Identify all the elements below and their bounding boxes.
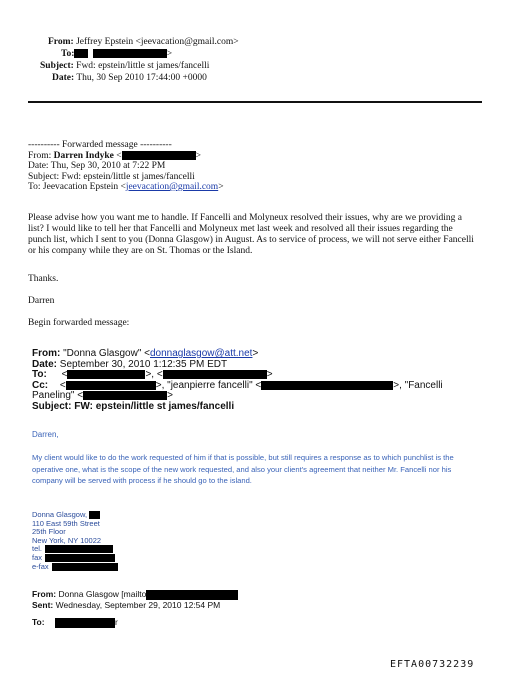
- donna-paragraph: My client would like to do the work requested of him if that is possible, but still requires a response as to which punchlist is the operative one, what is the scope of the new work requested, and also your client's agreement that neither Mr. Fancelli nor his company will be served with process if he should go to the island.: [32, 453, 454, 485]
- forwarded-subject: Subject: Fwd: epstein/little st james/fancelli: [28, 171, 195, 182]
- forwarded-from-close: >: [195, 150, 201, 161]
- older-header: [32, 589, 238, 628]
- inner-from-label: From:: [32, 348, 61, 359]
- message-begin-forward: Begin forwarded message:: [28, 318, 130, 328]
- inner-cc-row: [32, 381, 443, 392]
- forwarded-from-name: Darren Indyke: [53, 150, 114, 161]
- forwarded-from-row: [28, 151, 224, 162]
- older-sent-value: Wednesday, September 29, 2010 12:54 PM: [55, 599, 221, 610]
- bates-stamp: EFTA00732239: [390, 659, 475, 670]
- forwarded-divider: ---------- Forwarded message ----------: [28, 140, 172, 150]
- header-from-row: [48, 36, 239, 48]
- header-from-value: Jeffrey Epstein <jeevacation@gmail.com>: [76, 37, 239, 47]
- older-from-label: From:: [32, 589, 57, 599]
- older-sent-label: Sent:: [32, 599, 54, 610]
- redaction-block: [83, 391, 167, 400]
- header-subject-row: [40, 60, 239, 72]
- header-to-tail: >: [166, 49, 173, 59]
- inner-subject-row: [32, 402, 443, 413]
- inner-to-mid: >, <: [145, 369, 163, 381]
- redaction-block: [67, 370, 145, 379]
- inner-cc-mid: >, "jeanpierre fancelli" <: [155, 379, 262, 391]
- forwarded-to-prefix: To: Jeevacation Epstein <: [28, 182, 126, 192]
- inner-header: [32, 349, 443, 412]
- older-to-row: [32, 617, 238, 628]
- inner-to-label: To:: [32, 369, 47, 381]
- header-to-row: [48, 48, 239, 60]
- donna-signature: [32, 511, 118, 571]
- message-signature: Darren: [28, 296, 55, 306]
- sig-tel: tel.: [32, 544, 43, 554]
- email-header: [40, 36, 239, 84]
- header-divider: [28, 101, 482, 103]
- sig-name: Donna Glasgow,: [32, 510, 88, 519]
- inner-cc-label: Cc:: [32, 379, 49, 391]
- older-sent-row: [32, 600, 238, 610]
- inner-subject-label: Subject:: [32, 400, 72, 412]
- inner-to-close: >: [266, 369, 273, 381]
- older-from-value: Donna Glasgow [mailto: [58, 589, 147, 599]
- forwarded-block: [28, 140, 224, 193]
- forwarded-from-open: <: [116, 150, 122, 161]
- redaction-block: [74, 49, 88, 58]
- forwarded-from-label: From:: [28, 150, 52, 161]
- forwarded-to-suffix: >: [218, 182, 224, 192]
- redaction-block: [122, 151, 196, 160]
- header-from-label: From:: [48, 37, 74, 47]
- redaction-block: [93, 49, 167, 58]
- message-thanks: Thanks.: [28, 274, 59, 284]
- header-subject-label: Subject:: [40, 61, 74, 71]
- inner-cc-close: >: [167, 390, 173, 402]
- header-date-label: Date:: [52, 73, 75, 83]
- header-subject-value: Fwd: epstein/little st james/fancelli: [76, 61, 210, 71]
- sig-efax: e-fax: [32, 561, 49, 571]
- redaction-block: [66, 381, 156, 390]
- inner-from-name: "Donna Glasgow" <: [63, 348, 150, 359]
- inner-from-close: >: [252, 348, 259, 359]
- sig-tel-row: [32, 545, 118, 554]
- sig-address3: New York, NY 10022: [32, 535, 102, 545]
- older-from-row: [32, 589, 238, 600]
- redaction-block: [52, 563, 118, 571]
- inner-date-value: September 30, 2010 1:12:35 PM EDT: [59, 358, 228, 370]
- redaction-block: [45, 554, 115, 562]
- inner-from-link[interactable]: donnaglasgow@att.net: [150, 348, 253, 359]
- forwarded-to-link[interactable]: jeevacation@gmail.com: [125, 182, 219, 192]
- sig-efax-row: [32, 563, 118, 572]
- redaction-block: [163, 370, 267, 379]
- donna-greeting: Darren,: [32, 430, 59, 439]
- redaction-block: [89, 511, 100, 519]
- inner-to-open: <: [61, 369, 68, 381]
- inner-cc-end: >, "Fancelli: [393, 379, 443, 391]
- sig-address2: 25th Floor: [32, 527, 66, 537]
- older-to-tail: r: [114, 616, 118, 627]
- redaction-block: [261, 381, 393, 390]
- inner-date-label: Date:: [32, 358, 58, 370]
- inner-date-row: [32, 360, 443, 371]
- inner-cc-open: <: [59, 379, 66, 391]
- message-paragraph: Please advise how you want me to handle. If Fancelli and Molyneux resolved their issues, why are we providing a list? I would like to tell her that Fancelli and Molyneux met last week and resolved all their issues regarding the punch list, which I sent to you (Donna Glasgow) in August. As to service of process, we will not serve either Fancelli or his company while they are on St. Thomas or the Island.: [28, 213, 474, 256]
- sig-address1: 110 East 59th Street: [32, 518, 100, 528]
- older-to-label: To:: [32, 616, 45, 627]
- header-to-label: To:: [61, 49, 75, 59]
- inner-cc-cont: Paneling" <: [32, 390, 84, 402]
- redaction-block: [146, 590, 238, 600]
- header-date-row: [48, 72, 239, 84]
- forwarded-date: Date: Thu, Sep 30, 2010 at 7:22 PM: [28, 161, 166, 171]
- header-date-value: Thu, 30 Sep 2010 17:44:00 +0000: [76, 73, 207, 83]
- redaction-block: [55, 618, 115, 628]
- forwarded-to-row: [28, 182, 224, 193]
- inner-subject-value: FW: epstein/little st james/fancelli: [74, 400, 235, 412]
- redaction-block: [45, 545, 113, 553]
- sig-fax: fax: [32, 552, 43, 562]
